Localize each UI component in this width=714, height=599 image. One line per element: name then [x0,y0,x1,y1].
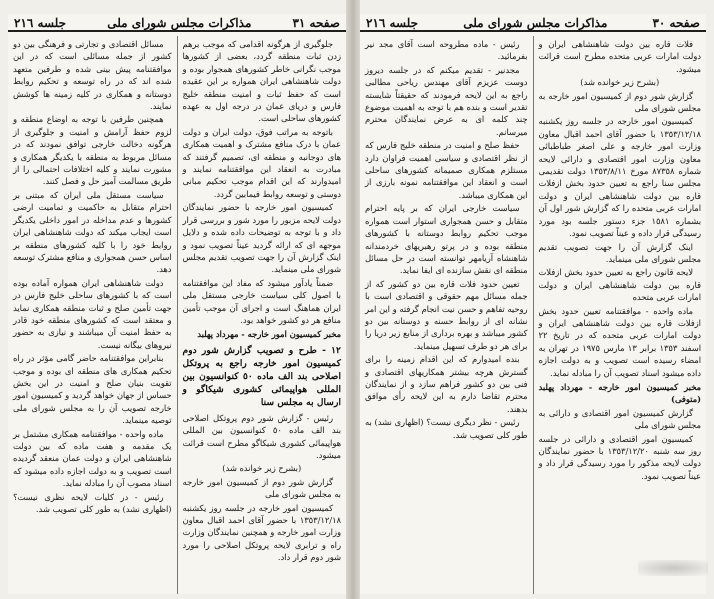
paragraph: بنده امیدوارم که این اقدام زمینه را برای گسترش هرچه بیشتر همکاریهای اقتصادی و فنی بین دو کشور فراهم سازد و از نمایندگان محترم تقاضا دارم به این لایحه رأی موافق بدهند. [365,354,528,414]
right-page-columns [360,36,706,594]
paragraph: ماده واحده - موافقتنامه تعیین حدود بخش ازفلات قاره بین دولت شاهنشاهی ایران و دولت امارات عربی متحده که در تاریخ ٢٢ اسفند ١٣٥٣ برابر ١٣ مارس ١٩٧٥ در تهران به امضاء رسیده است تصویب و به دولت اجازه داده میشود اسناد تصویب آن را مبادله نماید. [538,305,702,378]
paragraph: گزارش کمیسیون امور اقتصادی و دارائی به مجلس شورای ملی [538,407,701,431]
paragraph: دولت شاهنشاهی ایران همواره آماده بوده است که با کشورهای ساحلی خلیج فارس در جهت تأمین صلح و ثبات منطقه همکاری نماید و معتقد است که کشورهای منطقه خود قادر به حفظ امنیت آن میباشند و نیازی به حضور نیروهای بیگانه نیست. [13,277,172,350]
right-page-column-right [534,36,707,594]
right-page-number: صفحه ٣٠ [652,16,700,30]
signature-line: مخبر کمیسیون امور خارجه - مهرداد پهلبد [197,329,341,340]
right-page-column-left [360,36,534,594]
paragraph: همچنین طرفین با توجه به اوضاع منطقه و لزوم حفظ آرامش و امنیت و جلوگیری از هرگونه دخالت خارجی توافق نمودند که در مسائل مربوط به منطقه با یکدیگر همکاری و مشورت نمایند و کلیه اختلافات احتمالی را از طریق مسالمت آمیز حل و فصل کنند. [13,114,172,187]
section-heading: ١٢ - طرح و تصویب گزارش شور دوم کمیسیون امور خارجه راجع به پروتکل اصلاحی بند الف ماده ٥٠ کنوانسیون بین المللی هواپیمائی کشوری شیکاگو و ارسال به مجلس سنا [182,344,342,408]
paragraph: فلات قاره بین دولت شاهنشاهی ایران و دولت امارات عربی متحده مطرح است قرائت میشود. [538,39,701,74]
left-page-header [8,14,346,32]
paragraph: تعیین حدود فلات قاره بین دو کشور که از جمله مسائل مهم حقوقی و اقتصادی است با روحیه تفاهم و حسن نیت انجام گرفته و این امر نشانه ای از روابط حسنه و دوستانه بین دو کشور میباشد و بهره برداری از منابع زیر دریا را برای هر دو طرف تسهیل مینماید. [365,278,528,351]
paragraph: لایحه قانون راجع به تعیین حدود بخش ازفلات قاره بین دولت شاهنشاهی ایران و دولت امارات عربی متحده [538,267,701,303]
signature-line: مخبر کمیسیون امور خارجه - مهرداد پهلبد (متوفی) [538,381,701,405]
left-page-session: جلسه ٢١٦ [14,16,67,30]
left-page-number: صفحه ٣١ [292,16,340,30]
paragraph: کمیسیون امور خارجه در جلسه روز یکشنبه ١٣٥٣/١٢/١٨ با حضور آقای احمد اقبال معاون وزارت امور خارجه و همچنین نمایندگان وزارت راه و ترابری لایحه پروتکل اصلاحی را مورد شور دوم قرار داد. [182,502,341,563]
paragraph: (بشرح زیر خوانده شد) [580,77,660,88]
left-page [8,14,346,594]
paragraph: باتوجه به مراتب فوق، دولت ایران و دولت عمان با درک منافع مشترک و اهمیت همکاری های دوجانبه و منطقه ای، تصمیم گرفتند که مبادرت به انعقاد این موافقتنامه نمایند و امیدوارند که این اقدام موجب تحکیم مبانی دوستی و توسعه روابط فیمابین گردد. [182,126,341,199]
right-page-header [360,14,706,32]
paragraph: رئیس - در کلیات لایحه نظری نیست؟ (اظهاری نشد) به طور کلی تصویب شد. [13,491,172,515]
left-page-column-left [8,36,178,594]
paragraph: مسائل اقتصادی و تجارتی و فرهنگی بین دو کشور از جمله مسائلی است که در این موافقتنامه پیش بینی شده و طرفین متعهد شده اند که در راه توسعه و تحکیم روابط دوستانه و همکاری در کلیه زمینه ها کوشش نمایند. [13,39,172,112]
paragraph: (بشرح زیر خوانده شد) [222,463,302,474]
paragraph: گزارش شور دوم از کمیسیون امور خارجه به مجلس شورای ملی [182,476,341,500]
left-page-columns [8,36,346,594]
paragraph: سیاست خارجی ایران که بر پایه احترام متقابل و حسن همجواری استوار است همواره موجب تحکیم روابط دوستانه با کشورهای منطقه بوده و در پرتو رهبریهای خردمندانه شاهنشاه آریامهر توانسته است در حل مسائل منطقه ای نقش سازنده ای ایفا نماید. [365,203,528,276]
left-page-column-right [178,36,347,594]
paragraph: بنابراین موافقتنامه حاضر گامی مؤثر در راه تحکیم همکاری های منطقه ای بوده و موجب تقویت بنیان صلح و امنیت در این بخش حساس از جهان خواهد گردید و کمیسیون امور خارجه تصویب آن را به مجلس شورای ملی توصیه مینماید. [13,353,172,426]
right-page-title: مذاکرات مجلس شورای ملی [463,16,608,30]
right-page [360,14,706,594]
book-gutter [346,0,360,599]
paragraph: مجدنیر - تقدیم میکنم که در جلسه دیروز دوست عزیزم آقای مهندس ریاحی مطالبی راجع به این لایحه فرمودند که حقیقتاً شایسته تقدیر است و بنده هم با توجه به اهمیت موضوع چند کلمه ای به عرض نمایندگان محترم میرسانم. [365,64,528,137]
paragraph: ماده واحده - موافقتنامه همکاری مشتمل بر یک مقدمه و هفت ماده که بین دولت شاهنشاهی ایران و دولت عمان منعقد گردیده است تصویب و به دولت اجازه داده میشود که اسناد مصوب آن را مبادله نماید. [13,428,172,489]
paragraph: رئیس - ماده مطروحه است آقای مجد نیر بفرمائید. [365,39,528,62]
paragraph: رئیس - گزارش شور دوم پروتکل اصلاحی بند الف ماده ٥٠ کنوانسیون بین المللی هواپیمائی کشوری شیکاگو مطرح است قرائت میشود. [182,412,341,460]
paragraph: رئیس - نظر دیگری نیست؟ (اظهاری نشد) به طور کلی تصویب شد. [365,417,528,440]
paragraph: کمیسیون امور اقتصادی و دارائی در جلسه روز سه شنبه ١٣٥٣/١٢/٢٠ با حضور نمایندگان دولت لایحه مذکور را مورد رسیدگی قرار داد و عیناً تصویب نمود. [538,433,701,481]
paragraph: جلوگیری از هرگونه اقدامی که موجب برهم زدن ثبات منطقه گردد، بعضی از کشورها موجب نگرانی خاطر کشورهای همجوار بوده و دولت شاهنشاهی ایران همواره بر این عقیده است که حفظ ثبات و امنیت منطقه خلیج فارس و دریای عمان در درجه اول به عهده کشورهای ساحلی است. [182,39,341,124]
paragraph: اینک گزارش آن را جهت تصویب تقدیم مجلس شورای ملی مینماید. [538,241,701,264]
paragraph: ضمناً یادآور میشود که مفاد این موافقتنامه با اصول کلی سیاست خارجی مستقل ملی ایران هماهنگ است و اجرای آن موجب تأمین منافع هر دو کشور خواهد بود. [182,277,341,325]
right-page-session: جلسه ٢١٦ [366,16,419,30]
paragraph: حفظ صلح و امنیت در منطقه خلیج فارس که از نظر اقتصادی و سیاسی اهمیت فراوان دارد مستلزم همکاری صمیمانه کشورهای ساحلی است و انعقاد این موافقتنامه نمونه بارزی از این همکاری میباشد. [365,140,528,200]
paragraph: کمیسیون امور خارجه در جلسه روز یکشنبه ١٣٥٣/١٢/١٨ با حضور آقای احمد اقبال معاون وزارت امور خارجه و علی اصغر طباطبائی معاون وزارت امور اقتصادی و دارائی لایحه شماره ٨٧٣٥٨ مورخ ١٣٥٣/٨/١١ دولت تقدیمی مجلس سنا راجع به تعیین حدود بخش ازفلات قاره بین دولت شاهنشاهی ایران و دولت امارات عربی متحده را که گزارش شور اول آن بشماره ١٥٨١ جزء دستور جلسه بود مورد رسیدگی قرار داده و عیناً تصویب نمود. [538,116,701,239]
paragraph: کمیسیون امور خارجه با حضور نمایندگان دولت لایحه مزبور را مورد شور و بررسی قرار داد و با توجه به توضیحات داده شده و دلایل موجهه ای که ارائه گردید عیناً تصویب نمود و اینک گزارش آن را جهت تصویب تقدیم مجلس شورای ملی مینماید. [182,202,341,275]
paragraph: سیاست مستقل ملی ایران که مبتنی بر احترام متقابل به حاکمیت و تمامیت ارضی کشورها و عدم مداخله در امور داخلی یکدیگر است ایجاب میکند که دولت شاهنشاهی ایران روابط خود را با کلیه کشورهای منطقه بر اساس حسن همجواری و منافع مشترک توسعه دهد. [13,189,172,275]
paragraph: گزارش شور دوم از کمیسیون امور خارجه به مجلس شورای ملی [538,90,701,114]
left-page-title: مذاکرات مجلس شورای ملی [107,16,252,30]
scan-smudge [638,560,708,576]
